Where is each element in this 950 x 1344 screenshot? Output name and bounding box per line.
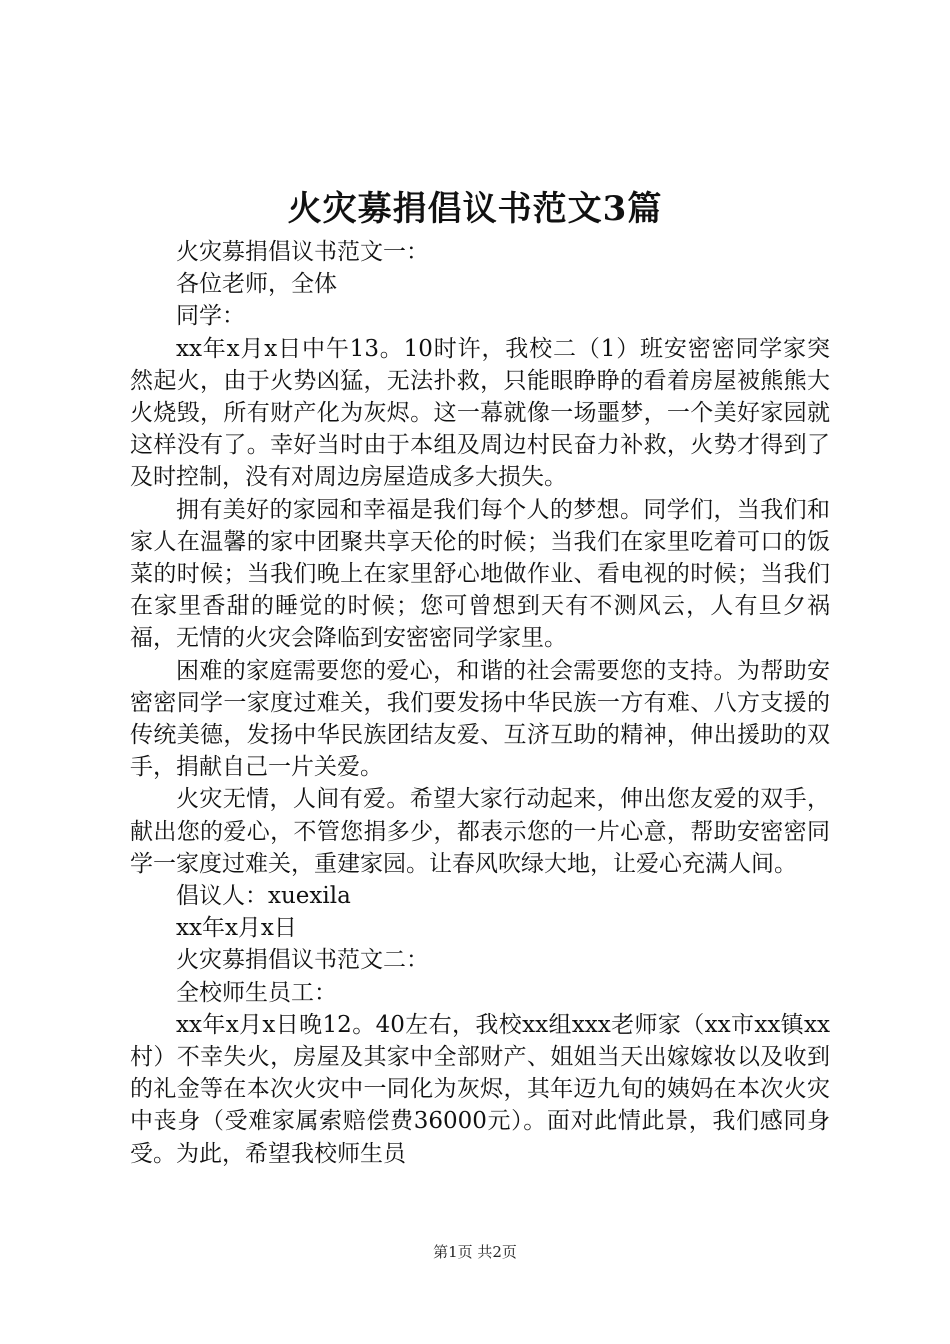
paragraph-salutation-students: 同学： bbox=[176, 303, 245, 330]
paragraph-signer: 倡议人：xuexila bbox=[176, 883, 351, 910]
paragraph-salutation-staff: 全校师生员工： bbox=[176, 979, 337, 1006]
paragraph-incident-two: xx年x月x日晚12。40左右，我校xx组xxx老师家（xx市xx镇xx村）不幸失火，房屋及其家中全部财产、姐姐当天出嫁嫁妆以及收到的礼金等在本次火灾中一同化为灰烬，其年迈九旬的姨妈在本次火灾中丧身（受难家属索赔偿费36000元）。面对此情此景，我们感同身受。为此，希望我校师生员 bbox=[130, 1011, 830, 1167]
document-body bbox=[130, 236, 830, 1170]
paragraph-appeal: 火灾无情，人间有爱。希望大家行动起来，伸出您友爱的双手，献出您的爱心，不管您捐多少，都表示您的一片心意，帮助安密密同学一家度过难关，重建家园。让春风吹绿大地，让爱心充满人间。 bbox=[130, 786, 830, 877]
paragraph-incident: xx年x月x日中午13。10时许，我校二（1）班安密密同学家突然起火，由于火势凶猛，无法扑救，只能眼睁睁的看着房屋被熊熊大火烧毁，所有财产化为灰烬。这一幕就像一场噩梦，一个美好家园就这样没有了。幸好当时由于本组及周边村民奋力补救，火势才得到了及时控制，没有对周边房屋造成多大损失。 bbox=[130, 335, 830, 491]
paragraph-dream: 拥有美好的家园和幸福是我们每个人的梦想。同学们，当我们和家人在温馨的家中团聚共享天伦的时候；当我们在家里吃着可口的饭菜的时候；当我们晚上在家里舒心地做作业、看电视的时候；当我们在家里香甜的睡觉的时候；您可曾想到天有不测风云，人有旦夕祸福，无情的火灾会降临到安密密同学家里。 bbox=[130, 496, 830, 652]
paragraph-date: xx年x月x日 bbox=[176, 915, 297, 942]
page-number-footer: 第1页 共2页 bbox=[433, 1243, 517, 1261]
paragraph-support: 困难的家庭需要您的爱心，和谐的社会需要您的支持。为帮助安密密同学一家度过难关，我们要发扬中华民族一方有难、八方支援的传统美德，发扬中华民族团结友爱、互济互助的精神，伸出援助的双手，捐献自己一片关爱。 bbox=[130, 657, 830, 781]
paragraph-heading-two: 火灾募捐倡议书范文二： bbox=[176, 947, 429, 974]
document-title: 火灾募捐倡议书范文3篇 bbox=[287, 189, 663, 229]
paragraph-salutation-teachers: 各位老师，全体 bbox=[176, 271, 337, 298]
paragraph-heading-one: 火灾募捐倡议书范文一： bbox=[176, 239, 429, 265]
